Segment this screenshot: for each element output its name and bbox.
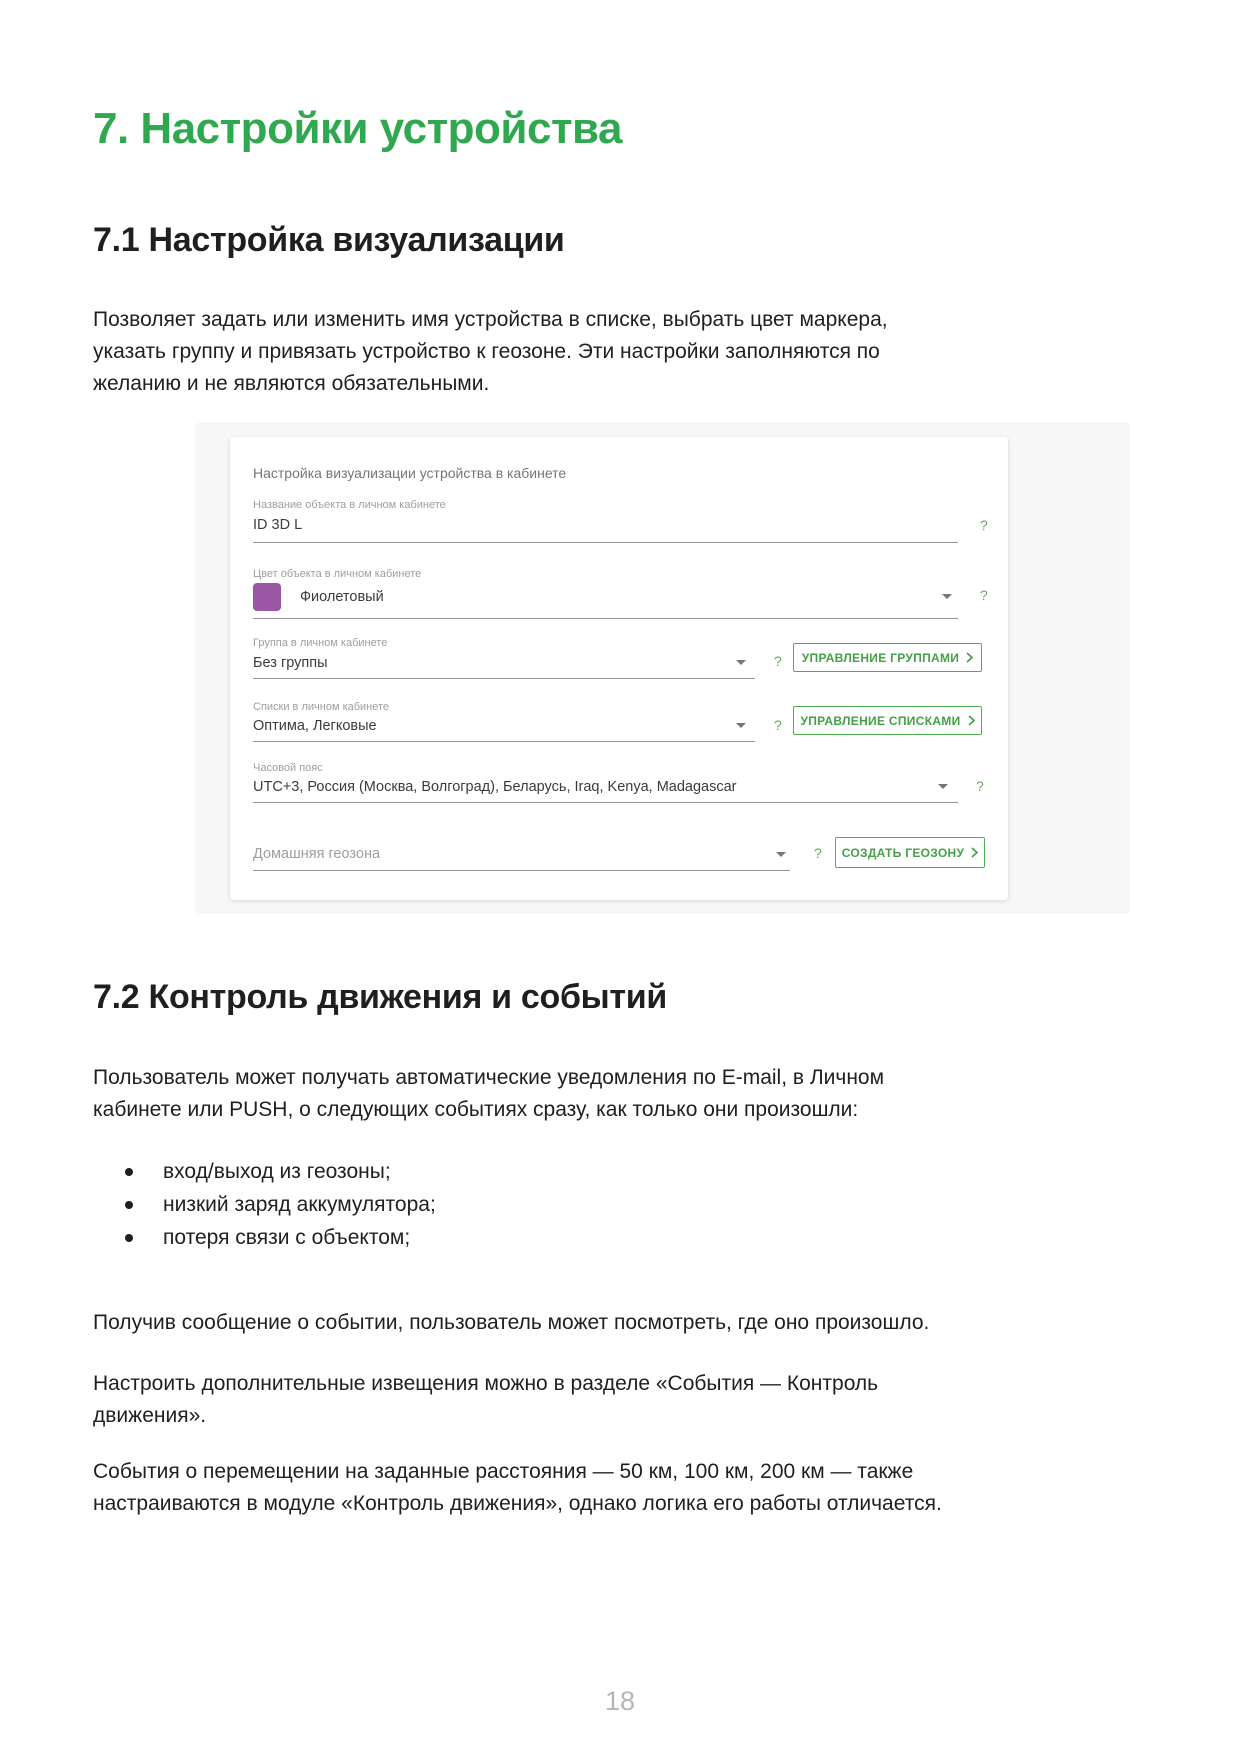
object-name-input[interactable]: ID 3D L xyxy=(253,517,303,533)
field-underline xyxy=(253,741,755,742)
lists-select[interactable]: Оптима, Легковые xyxy=(253,718,377,734)
manage-lists-button-label: УПРАВЛЕНИЕ СПИСКАМИ xyxy=(800,713,961,728)
timezone-label: Часовой пояс xyxy=(253,762,323,774)
help-icon[interactable]: ? xyxy=(980,517,988,533)
chevron-right-icon xyxy=(971,847,978,858)
settings-screenshot xyxy=(195,422,1130,914)
group-select[interactable]: Без группы xyxy=(253,655,328,671)
dropdown-arrow-icon[interactable] xyxy=(736,660,746,665)
section-7-1-heading: 7.1 Настройка визуализации xyxy=(93,221,565,259)
paragraph-line: Настроить дополнительные извещения можно в разделе «События — Контроль xyxy=(93,1372,879,1395)
object-color-label: Цвет объекта в личном кабинете xyxy=(253,568,422,580)
dropdown-arrow-icon[interactable] xyxy=(942,594,952,599)
lists-label: Списки в личном кабинете xyxy=(253,701,390,713)
chevron-right-icon xyxy=(968,715,975,726)
paragraph-line: Получив сообщение о событии, пользователь может посмотреть, где оно произошло. xyxy=(93,1311,930,1334)
bullet-text: низкий заряд аккумулятора; xyxy=(163,1193,436,1216)
card-title: Настройка визуализации устройства в кабинете xyxy=(253,465,567,481)
help-icon[interactable]: ? xyxy=(976,778,984,794)
paragraph-line: События о перемещении на заданные расстояния — 50 км, 100 км, 200 км — также xyxy=(93,1460,914,1483)
bullet-icon xyxy=(125,1168,133,1176)
group-label: Группа в личном кабинете xyxy=(253,637,388,649)
help-icon[interactable]: ? xyxy=(980,587,988,603)
visualization-settings-card xyxy=(230,437,1008,900)
list-item xyxy=(93,1188,436,1221)
bullet-icon xyxy=(125,1201,133,1209)
paragraph-line: настраиваются в модуле «Контроль движения», однако логика его работы отличается. xyxy=(93,1492,942,1515)
help-icon[interactable]: ? xyxy=(814,845,822,861)
paragraph-configure xyxy=(93,1368,878,1432)
manage-lists-button[interactable] xyxy=(793,706,982,735)
field-underline xyxy=(253,542,958,543)
bullet-icon xyxy=(125,1234,133,1242)
section-7-2-heading: 7.2 Контроль движения и событий xyxy=(93,978,667,1016)
field-underline xyxy=(253,802,958,803)
color-swatch[interactable] xyxy=(253,583,281,611)
bullet-text: вход/выход из геозоны; xyxy=(163,1160,391,1183)
paragraph-line: кабинете или PUSH, о следующих событиях сразу, как только они произошли: xyxy=(93,1098,859,1121)
paragraph-line: желанию и не являются обязательными. xyxy=(93,372,490,395)
dropdown-arrow-icon[interactable] xyxy=(736,723,746,728)
paragraph-line: Позволяет задать или изменить имя устройства в списке, выбрать цвет маркера, xyxy=(93,308,888,331)
manage-groups-button[interactable] xyxy=(793,643,982,672)
bullet-text: потеря связи с объектом; xyxy=(163,1226,411,1249)
field-underline xyxy=(253,678,755,679)
chevron-right-icon xyxy=(966,652,973,663)
section-7-1-intro xyxy=(93,304,888,400)
timezone-select[interactable]: UTC+3, Россия (Москва, Волгоград), Беларусь, Iraq, Kenya, Madagascar xyxy=(253,779,737,795)
dropdown-arrow-icon[interactable] xyxy=(776,852,786,857)
paragraph-distance-events xyxy=(93,1456,942,1520)
home-geozone-select[interactable]: Домашняя геозона xyxy=(253,846,381,862)
list-item xyxy=(93,1221,436,1254)
create-geozone-button-label: СОЗДАТЬ ГЕОЗОНУ xyxy=(841,845,965,860)
object-color-select[interactable]: Фиолетовый xyxy=(300,589,384,605)
create-geozone-button[interactable] xyxy=(835,837,985,868)
section-7-heading: 7. Настройки устройства xyxy=(93,104,622,153)
field-underline xyxy=(253,618,958,619)
paragraph-line: Пользователь может получать автоматические уведомления по E-mail, в Личном xyxy=(93,1066,885,1089)
paragraph-received xyxy=(93,1307,929,1339)
paragraph-line: движения». xyxy=(93,1404,207,1427)
page-number: 18 xyxy=(604,1686,636,1716)
object-name-label: Название объекта в личном кабинете xyxy=(253,499,446,511)
field-underline xyxy=(253,870,790,871)
help-icon[interactable]: ? xyxy=(774,653,782,669)
manage-groups-button-label: УПРАВЛЕНИЕ ГРУППАМИ xyxy=(801,650,960,665)
paragraph-line: указать группу и привязать устройство к геозоне. Эти настройки заполняются по xyxy=(93,340,880,363)
help-icon[interactable]: ? xyxy=(774,717,782,733)
events-bullet-list xyxy=(93,1155,436,1254)
dropdown-arrow-icon[interactable] xyxy=(938,784,948,789)
section-7-2-intro xyxy=(93,1062,884,1126)
list-item xyxy=(93,1155,436,1188)
